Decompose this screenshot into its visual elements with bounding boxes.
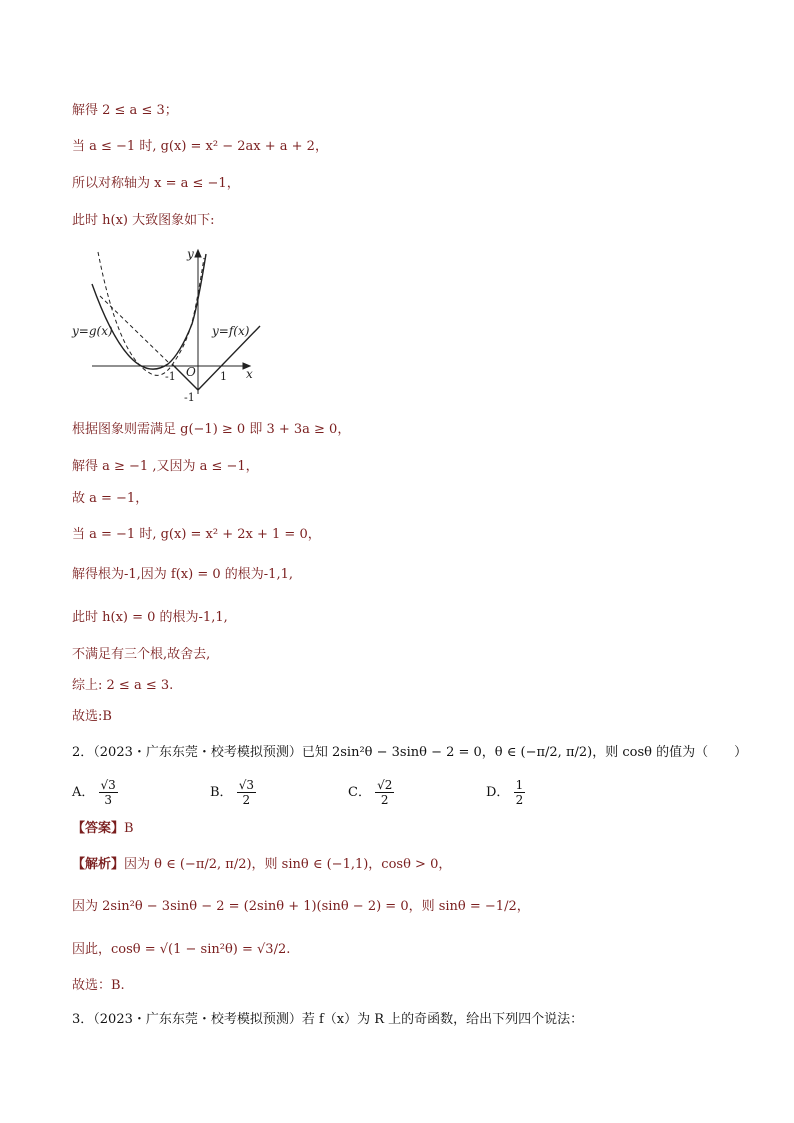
tick-label-x-1: 1 [220,370,227,383]
option-a-fraction [99,778,118,807]
option-b-label: B． [210,785,233,800]
solution-line: 当 a = −1 时, g(x) = x² + 2x + 1 = 0， [72,527,321,542]
option-d [486,778,525,807]
option-c [348,778,394,807]
answer-tag: 【答案】 [72,821,125,836]
analysis-line: 故选：B. [72,978,125,993]
analysis-step-1: 因为 θ ∈ (−π/2, π/2)，则 sinθ ∈ (−1,1)，cosθ > 0， [124,857,452,872]
y-axis-label: y [187,247,194,261]
solution-line: 所以对称轴为 x = a ≤ −1， [72,176,240,191]
analysis-line: 因为 2sin²θ − 3sinθ − 2 = (2sinθ + 1)(sinθ − 2) = 0，则 sinθ = −1/2， [72,899,530,914]
question-2-stem: 2．（2023・广东东莞・校考模拟预测）已知 2sin²θ − 3sinθ − 2 = 0，θ ∈ (−π/2, π/2)，则 cosθ 的值为（ ） [72,745,748,760]
analysis-line: 因此，cosθ = √(1 − sin²θ) = √3/2. [72,942,291,957]
g-curve-label: y=g(x) [72,324,113,338]
option-d-numerator: 1 [515,778,524,792]
solution-line: 当 a ≤ −1 时, g(x) = x² − 2ax + a + 2， [72,139,328,154]
option-a [72,778,118,807]
option-c-denominator: 2 [380,793,389,807]
option-b-denominator: 2 [242,793,251,807]
tick-label-y-neg1: -1 [184,391,195,404]
option-c-numerator: √2 [377,778,393,792]
option-d-denominator: 2 [515,793,524,807]
solution-line: 解得根为-1,因为 f(x) = 0 的根为-1,1, [72,567,293,582]
solution-line: 此时 h(x) = 0 的根为-1,1, [72,610,228,625]
option-b-numerator: √3 [238,778,254,792]
solution-line: 故选:B [72,709,112,724]
solution-line: 解得 a ≥ −1 ,又因为 a ≤ −1， [72,459,259,474]
option-c-label: C． [348,785,371,800]
f-curve-label: y=f(x) [212,324,250,338]
tick-label-x-neg1: -1 [165,370,176,383]
solution-line: 故 a = −1， [72,491,149,506]
solution-line: 综上: 2 ≤ a ≤ 3. [72,678,174,693]
analysis-line [72,856,451,874]
function-graph [70,244,270,404]
option-a-label: A． [72,785,95,800]
solution-line: 解得 2 ≤ a ≤ 3； [72,103,178,118]
origin-label: O [186,365,196,379]
option-d-label: D． [486,785,510,800]
solution-line: 根据图象则需满足 g(−1) ≥ 0 即 3 + 3a ≥ 0， [72,422,351,437]
question-3-stem: 3．（2023・广东东莞・校考模拟预测）若 f（x）为 R 上的奇函数，给出下列四个说法： [72,1012,584,1027]
solution-line: 此时 h(x) 大致图象如下: [72,213,215,228]
option-b [210,778,256,807]
answer-line [72,820,134,838]
option-d-fraction [514,778,526,807]
analysis-tag: 【解析】 [72,857,125,872]
x-axis-label: x [246,367,253,381]
solution-line: 不满足有三个根,故舍去, [72,647,211,662]
option-a-denominator: 3 [104,793,112,807]
option-c-fraction [375,778,394,807]
option-b-fraction [237,778,256,807]
option-a-numerator: √3 [100,778,116,792]
answer-value: B [124,821,134,836]
